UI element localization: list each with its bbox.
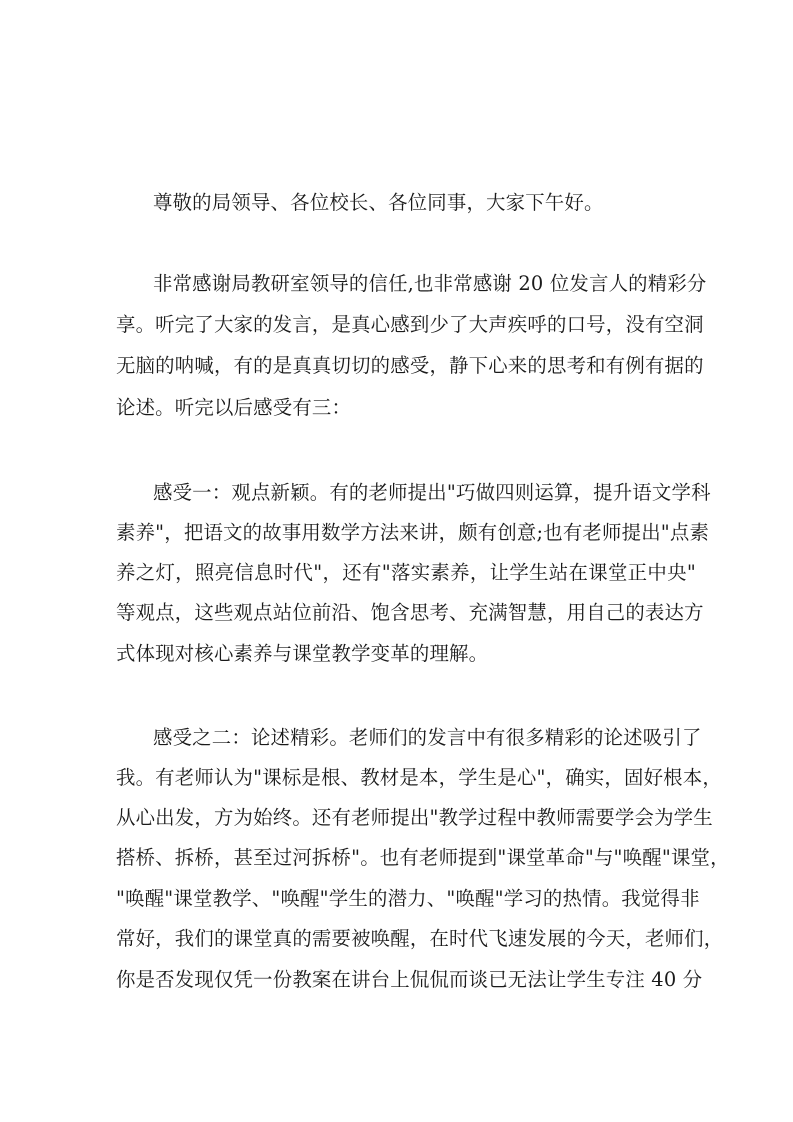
text-line: 非常感谢局教研室领导的信任,也非常感谢 20 位发言人的精彩分: [153, 272, 707, 295]
text-line: 无脑的呐喊，有的是真真切切的感受，静下心来的思考和有例有据的: [116, 354, 704, 377]
text-line: 等观点，这些观点站位前沿、饱含思考、充满智慧，用自己的表达方: [116, 601, 704, 624]
text-line: 素养"，把语文的故事用数学方法来讲，颇有创意;也有老师提出"点素: [116, 521, 710, 544]
text-line: 式体现对核心素养与课堂教学变革的理解。: [116, 642, 489, 665]
text-line: 你是否发现仅凭一份教案在讲台上侃侃而谈已无法让学生专注 40 分: [116, 968, 703, 991]
text-line: 感受之二：论述精彩。老师们的发言中有很多精彩的论述吸引了: [153, 726, 702, 749]
text-line: 感受一：观点新颖。有的老师提出"巧做四则运算，提升语文学科: [153, 481, 711, 504]
text-line: "唤醒"课堂教学、"唤醒"学生的潜力、"唤醒"学习的热情。我觉得非: [116, 887, 700, 910]
text-line: 享。听完了大家的发言，是真心感到少了大声疾呼的口号，没有空洞: [116, 313, 704, 336]
text-line: 论述。听完以后感受有三：: [116, 396, 352, 419]
text-line: 我。有老师认为"课标是根、教材是本，学生是心"，确实，固好根本，: [116, 766, 722, 789]
text-line: 常好，我们的课堂真的需要被唤醒，在时代飞速发展的今天，老师们，: [116, 927, 724, 950]
text-line: 从心出发，方为始终。还有老师提出"教学过程中教师需要学会为学生: [116, 806, 713, 829]
text-line: 养之灯，照亮信息时代"，还有"落实素养，让学生站在课堂正中央": [116, 561, 696, 584]
text-line: 搭桥、拆桥，甚至过河拆桥"。也有老师提到"课堂革命"与"唤醒"课堂，: [116, 846, 730, 869]
text-line: 尊敬的局领导、各位校长、各位同事，大家下午好。: [153, 191, 604, 214]
